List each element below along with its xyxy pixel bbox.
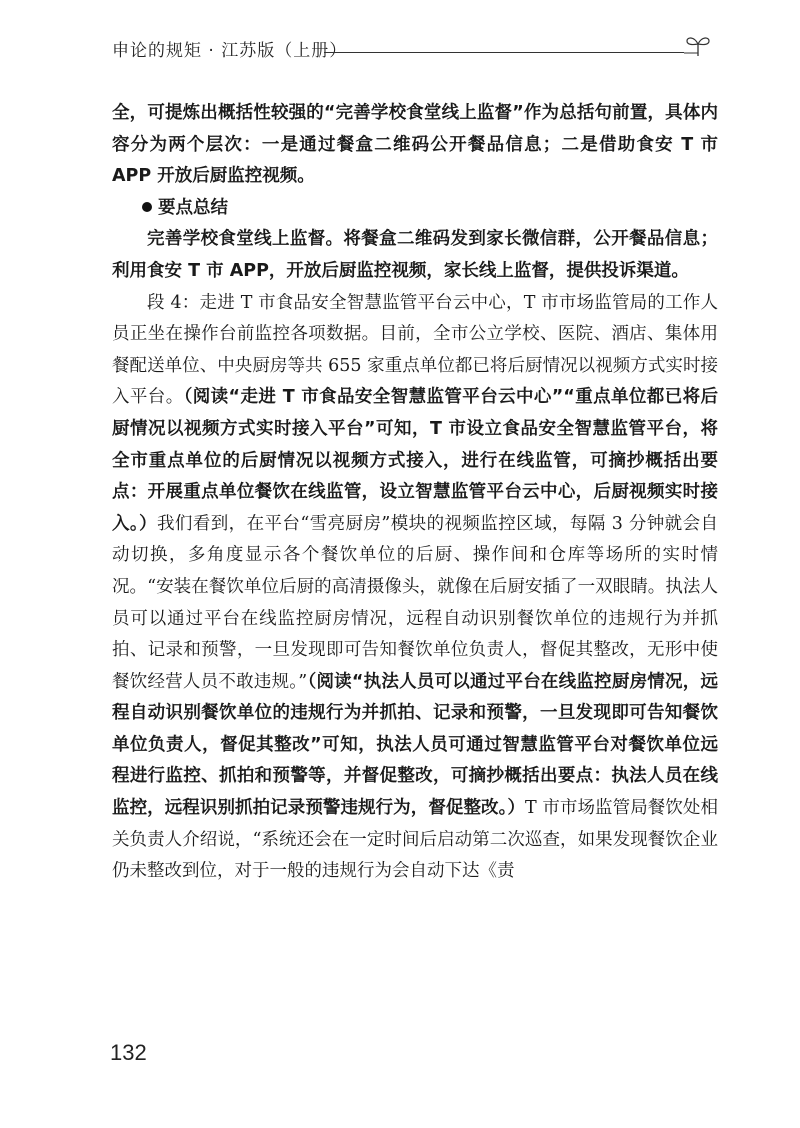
page-number: 132 (110, 1040, 147, 1065)
intro-paragraph: 全，可提炼出概括性较强的“完善学校食堂线上监督”作为总括句前置，具体内容分为两个层次：一是通过餐盒二维码公开餐品信息；二是借助食安 T 市 APP 开放后厨监控视频。 (112, 103, 718, 187)
running-header (112, 34, 712, 64)
segment-4-analysis-1: （阅读“走进 T 市食品安全智慧监管平台云中心”“重点单位都已将后厨情况以视频方式实时接入平台”可知，T 市设立食品安全智慧监管平台，将全市重点单位的后厨情况以视频方式接入，进行在线监管，可摘抄概括出要点：开展重点单位餐饮在线监管，设立智慧监管平台云中心，后厨视频实时接入。） (112, 387, 719, 534)
key-points-heading (112, 193, 718, 225)
main-text (112, 98, 718, 888)
segment-4-text-1: 段 4：走进 T 市食品安全智慧监管平台云中心，T 市市场监管局的工作人员正坐在操作台前监控各项数据。目前，全市公立学校、医院、酒店、集体用餐配送单位、中央厨房等共 655 家重点单位都已将后厨情况以视频方式实时接入平台。 (112, 292, 718, 408)
segment-4-paragraph (112, 288, 718, 888)
key-points-summary: 完善学校食堂线上监督。将餐盒二维码发到家长微信群，公开餐品信息；利用食安 T 市 APP，开放后厨监控视频，家长线上监督，提供投诉渠道。 (112, 229, 718, 281)
sprout-icon (684, 34, 712, 58)
segment-4-text-3: T 市市场监管局餐饮处相关负责人介绍说，“系统还会在一定时间后启动第二次巡查，如果发现餐饮企业仍未整改到位，对于一般的违规行为会自动下达《责 (112, 798, 719, 882)
book-title: 申论的规矩 · 江苏版（上册） (112, 41, 348, 61)
header-rule (324, 52, 684, 53)
segment-4-analysis-2: （阅读“执法人员可以通过平台在线监控厨房情况，远程自动识别餐饮单位的违规行为并抓拍、记录和预警，一旦发现即可告知餐饮单位负责人，督促其整改”可知，执法人员可通过智慧监管平台对餐饮单位远程进行监控、抓拍和预警等，并督促整改，可摘抄概括出要点：执法人员在线监控，远程识别抓拍记录预警违规行为，督促整改。） (112, 671, 719, 819)
bullet-icon (142, 202, 152, 212)
segment-4-text-2: 我们看到，在平台“雪亮厨房”模块的视频监控区域，每隔 3 分钟就会自动切换，多角度显示各个餐饮单位的后厨、操作间和仓库等场所的实时情况。“安装在餐饮单位后厨的高清摄像头，就像在后厨安插了一双眼睛。执法人员可以通过平台在线监控厨房情况，远程自动识别餐饮单位的违规行为并抓拍、记录和预警，一旦发现即可告知餐饮单位负责人，督促其整改，无形中使餐饮经营人员不敢违规。” (112, 513, 719, 692)
key-points-heading-text: 要点总结 (158, 197, 228, 218)
